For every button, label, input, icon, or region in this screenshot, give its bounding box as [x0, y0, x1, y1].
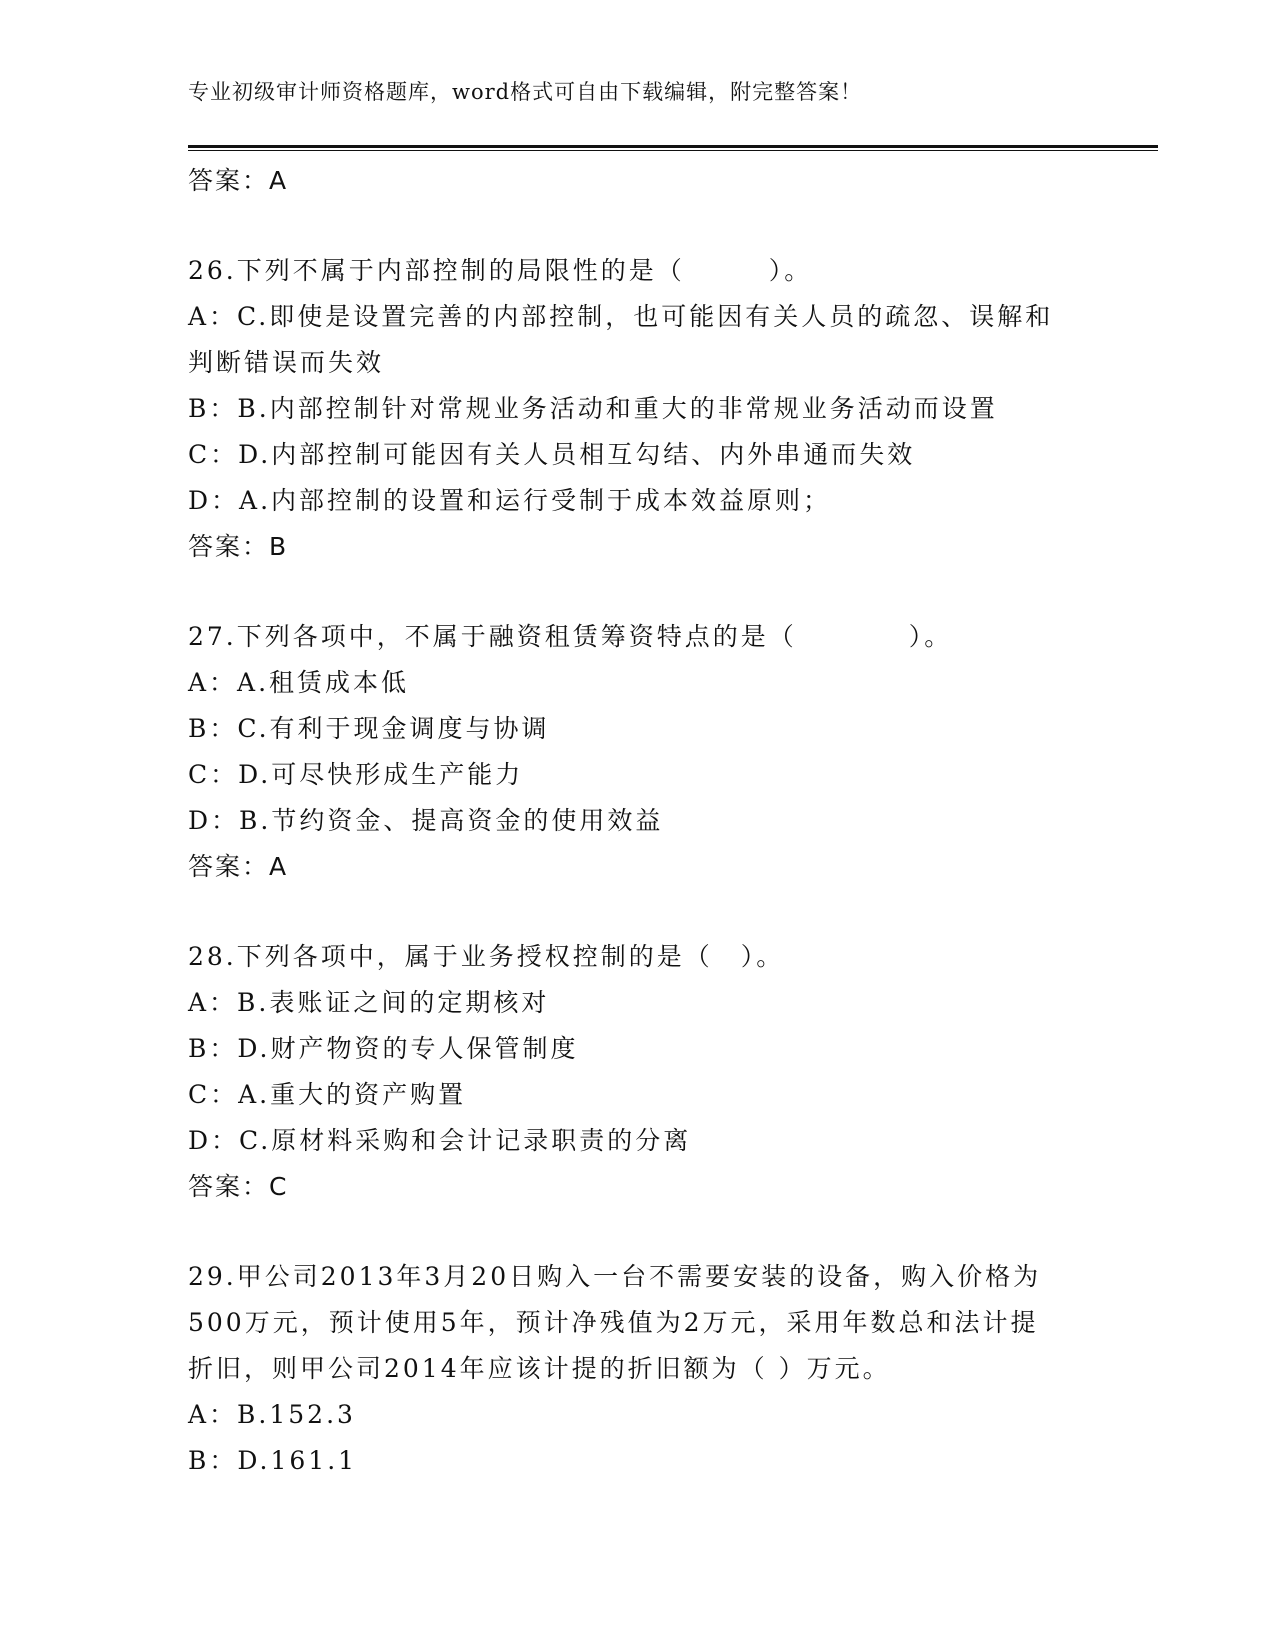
option-a: A：C.即使是设置完善的内部控制，也可能因有关人员的疏忽、误解和: [188, 302, 1054, 331]
previous-answer: 答案：A: [188, 166, 289, 195]
question-stem-line-3: 折旧，则甲公司2014年应该计提的折旧额为（ ）万元。: [188, 1354, 891, 1383]
question-27: [188, 614, 1088, 890]
option-b: B：B.内部控制针对常规业务活动和重大的非常规业务活动而设置: [188, 394, 998, 423]
question-stem: 28.下列各项中，属于业务授权控制的是（ ）。: [188, 942, 785, 971]
spacer: [188, 204, 1088, 248]
spacer: [188, 570, 1088, 614]
option-b: B：C.有利于现金调度与协调: [188, 714, 550, 743]
option-a: A：B.152.3: [188, 1400, 356, 1429]
option-d: D：B.节约资金、提高资金的使用效益: [188, 806, 664, 835]
question-28: [188, 934, 1088, 1210]
option-c: C：D.可尽快形成生产能力: [188, 760, 524, 789]
answer-text: 答案：A: [188, 852, 289, 881]
question-stem: 27.下列各项中，不属于融资租赁筹资特点的是（ ）。: [188, 622, 953, 651]
option-a-continued: 判断错误而失效: [188, 348, 385, 377]
question-stem-line-2: 500万元，预计使用5年，预计净残值为2万元，采用年数总和法计提: [188, 1308, 1039, 1337]
option-d: D：C.原材料采购和会计记录职责的分离: [188, 1126, 692, 1155]
answer-text: 答案：B: [188, 532, 289, 561]
option-a: A：B.表账证之间的定期核对: [188, 988, 550, 1017]
question-26: [188, 248, 1088, 570]
question-29: [188, 1254, 1088, 1484]
page-header: 专业初级审计师资格题库，word格式可自由下载编辑，附完整答案！: [188, 80, 863, 104]
header-rule-thin: [188, 150, 1158, 151]
answer-text: 答案：C: [188, 1172, 289, 1201]
question-stem: 26.下列不属于内部控制的局限性的是（ ）。: [188, 256, 813, 285]
option-c: C：A.重大的资产购置: [188, 1080, 467, 1109]
question-content: [188, 158, 1088, 1484]
option-c: C：D.内部控制可能因有关人员相互勾结、内外串通而失效: [188, 440, 916, 469]
spacer: [188, 890, 1088, 934]
question-stem-line-1: 29.甲公司2013年3月20日购入一台不需要安装的设备，购入价格为: [188, 1262, 1042, 1291]
spacer: [188, 1210, 1088, 1254]
option-b: B：D.财产物资的专人保管制度: [188, 1034, 579, 1063]
option-b: B：D.161.1: [188, 1446, 358, 1475]
option-a: A：A.租赁成本低: [188, 668, 410, 697]
header-rule-thick: [188, 145, 1158, 148]
option-d: D：A.内部控制的设置和运行受制于成本效益原则；: [188, 486, 832, 515]
